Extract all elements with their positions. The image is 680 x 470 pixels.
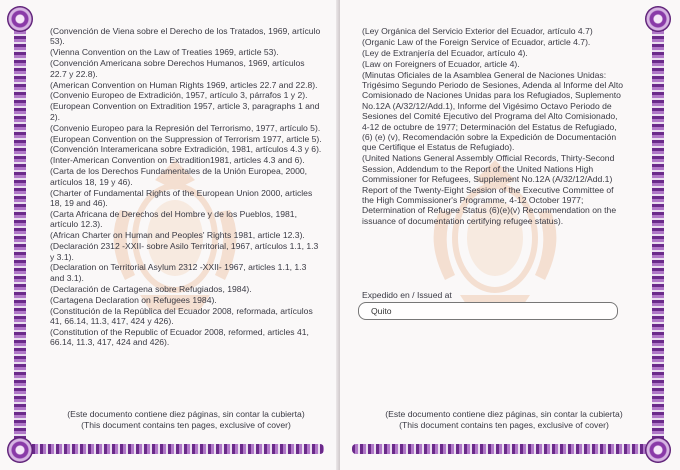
legal-reference-item: (Ley de Extranjería del Ecuador, artículo 4).: [362, 47, 528, 58]
corner-ornament-icon: [645, 437, 671, 463]
corner-ornament-icon: [645, 6, 671, 32]
legal-reference-item: (Minutas Oficiales de la Asamblea General de Naciones Unidas: Trigésimo Segundo Periodo de Sesiones, Adenda al Informe del Alto Comisionado de Naciones Unidas para los Refugiados, Suplemento No.12A (A/32/12/Add.1), Informe del Vigésimo Octavo Periodo de Sesiones del Comité Ejecutivo del Programa del Alto Comisionado, 4-12 de octubre de 1977; Determinación del Estatus de Refugiado, (6) (e) (v), Recomendación sobre la Expedición de Documentación que Certifique el Estatus de Refugiado).: [362, 69, 624, 153]
legal-reference-item: (Organic Law of the Foreign Service of Ecuador, article 4.7).: [362, 36, 591, 47]
legal-references-left: [50, 26, 322, 348]
corner-ornament-icon: [7, 6, 33, 32]
legal-reference-item: (European Convention on the Suppression of Terrorism 1977, article 5).: [50, 133, 322, 144]
legal-reference-item: (Convenio Europeo de Extradición, 1957, artículo 3, párrafos 1 y 2).: [50, 90, 308, 101]
legal-references-right: [362, 26, 624, 227]
footer-english: (This document contains ten pages, exclusive of cover): [399, 419, 609, 430]
right-page: [340, 0, 680, 470]
legal-reference-item: (Vienna Convention on the Law of Treaties 1969, article 53).: [50, 47, 279, 58]
page-footer-left: [36, 409, 336, 430]
bottom-border: [24, 444, 324, 454]
legal-reference-item: (Convenio Europeo para la Represión del Terrorismo, 1977, artículo 5).: [50, 122, 321, 133]
legal-reference-item: (Constitution of the Republic of Ecuador 2008, reformed, articles 41, 66.14, 11.3, 417, 424 and 426).: [50, 326, 309, 348]
legal-reference-item: (Convención Interamericana sobre Extradición, 1981, artículos 4.3 y 6).: [50, 144, 322, 155]
footer-spanish: (Este documento contiene diez páginas, sin contar la cubierta): [385, 409, 623, 419]
page-footer-right: [354, 409, 654, 430]
legal-reference-item: (European Convention on Extradition 1957, article 3, paragraphs 1 and 2).: [50, 101, 320, 122]
legal-reference-item: (Charter of Fundamental Rights of the European Union 2000, articles 18, 19 and 46).: [50, 187, 313, 208]
issued-at-value: Quito: [371, 306, 392, 316]
footer-spanish: (Este documento contiene diez páginas, sin contar la cubierta): [67, 409, 305, 419]
legal-reference-item: (African Charter on Human and Peoples' Rights 1981, article 12.3).: [50, 230, 305, 241]
bottom-border: [352, 444, 652, 454]
legal-reference-item: (Convención Americana sobre Derechos Humanos, 1969, artículos 22.7 y 22.8).: [50, 58, 305, 79]
corner-ornament-icon: [7, 437, 33, 463]
legal-reference-item: (Carta Africana de Derechos del Hombre y de los Pueblos, 1981, artículo 12.3).: [50, 208, 297, 230]
legal-reference-item: (United Nations General Assembly Official Records, Thirty-Second Session, Addendum to the Report of the United Nations High Commissioner for Refugees, Supplement No.12A (A/32/12/Add.1) Report of the Twenty-Eight Session of the Executive Committee of the High Commissioner's Programme, 4-12 October 1977; Determination of Refugee Status (6)(e)(v) Recommendation on the issuance of documentation certifying refugee status).: [362, 153, 617, 226]
legal-reference-item: (Law on Foreigners of Ecuador, article 4).: [362, 58, 520, 69]
legal-reference-item: (Ley Orgánica del Servicio Exterior del Ecuador, artículo 4.7): [362, 26, 593, 36]
legal-reference-item: (Carta de los Derechos Fundamentales de la Unión Europea, 2000, artículos 18, 19 y 46).: [50, 166, 308, 187]
legal-reference-item: (Inter-American Convention on Extradition1981, articles 4.3 and 6).: [50, 155, 305, 166]
legal-reference-item: (Declaración 2312 -XXII- sobre Asilo Territorial, 1967, artículos 1.1, 1.3 y 3.1).: [50, 241, 319, 262]
legal-reference-item: (Convención de Viena sobre el Derecho de los Tratados, 1969, artículo 53).: [50, 26, 321, 47]
legal-reference-item: (Declaración de Cartagena sobre Refugiados, 1984).: [50, 283, 252, 294]
legal-reference-item: (Cartagena Declaration on Refugees 1984).: [50, 294, 217, 305]
footer-english: (This document contains ten pages, exclusive of cover): [81, 419, 291, 430]
left-border: [14, 20, 26, 446]
legal-reference-item: (American Convention on Human Rights 1969, articles 22.7 and 22.8).: [50, 79, 318, 90]
issued-at-label: Expedido en / Issued at: [362, 290, 452, 300]
issued-at-field: [358, 302, 618, 320]
legal-reference-item: (Constitución de la República del Ecuador 2008, reformada, artículos 41, 66.14, 11.3, 417, 424 y 426).: [50, 305, 313, 326]
legal-reference-item: (Declaration on Territorial Asylum 2312 -XXII- 1967, articles 1.1, 1.3 and 3.1).: [50, 262, 307, 283]
right-border: [652, 20, 664, 446]
